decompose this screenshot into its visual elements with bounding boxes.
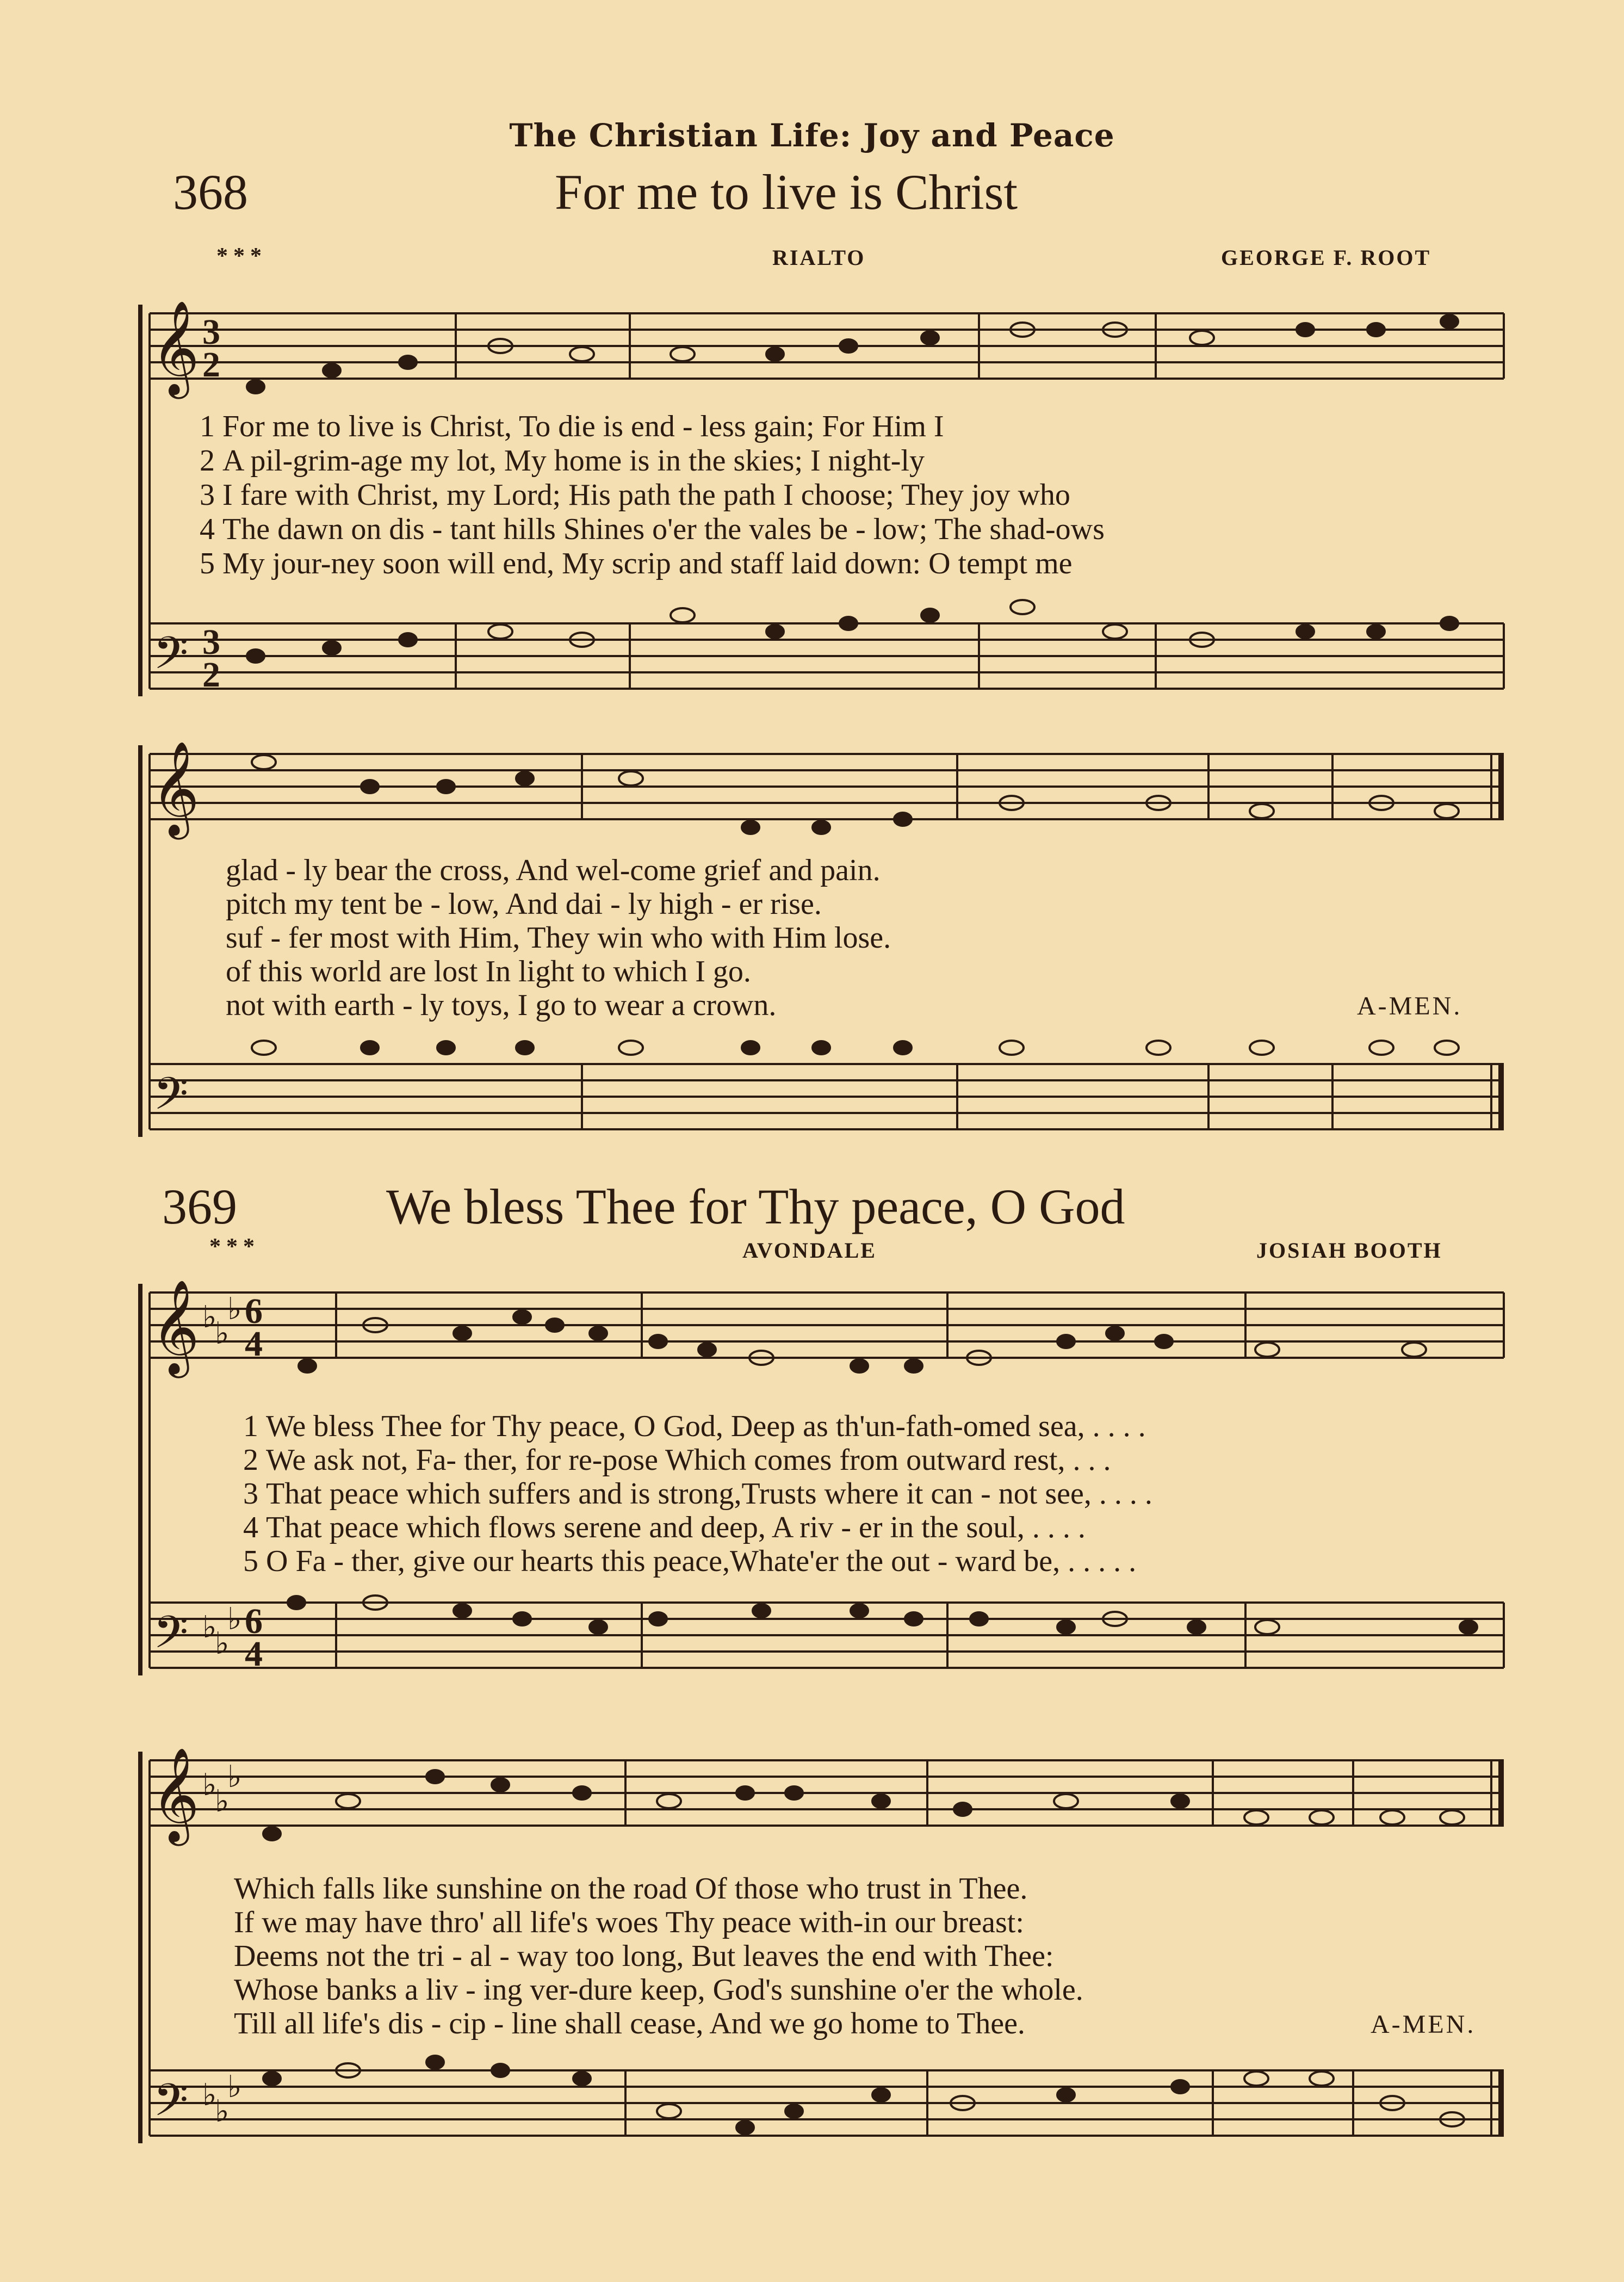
time-sig-bottom: 4: [245, 1324, 263, 1364]
hymn-number: 369: [162, 1179, 237, 1234]
flat-icon: ♭: [215, 1784, 230, 1819]
lyric-verse-5: Till all life's dis - cip - line shall cease, And we go home to Thee.: [234, 2007, 1025, 2040]
tune-name: AVONDALE: [742, 1238, 877, 1263]
lyric-verse-3: 3 I fare with Christ, my Lord; His path the path I choose; They joy who: [200, 478, 1070, 512]
flat-icon: ♭: [227, 1601, 242, 1637]
treble-staff: [150, 1292, 1504, 1358]
meter-marks: ***: [216, 244, 267, 269]
hymn-title: We bless Thee for Thy peace, O God: [386, 1179, 1125, 1234]
lyric-verse-5: 5 My jour-ney soon will end, My scrip and staff laid down: O tempt me: [200, 547, 1073, 580]
hymn-title: For me to live is Christ: [555, 164, 1018, 220]
lyric-verse-1: glad - ly bear the cross, And wel-come grief and pain.: [226, 854, 881, 887]
treble-clef-icon: 𝄞: [151, 1279, 200, 1374]
lyric-verse-1: Which falls like sunshine on the road Of those who trust in Thee.: [234, 1872, 1028, 1906]
treble-staff: [150, 1760, 1504, 1826]
lyric-verse-1: 1 For me to live is Christ, To die is end - less gain; For Him I: [200, 410, 944, 443]
treble-clef-icon: 𝄞: [151, 300, 200, 395]
lyric-verse-5: not with earth - ly toys, I go to wear a crown.: [226, 988, 777, 1022]
flat-icon: ♭: [227, 1291, 242, 1327]
hymn-number: 368: [173, 164, 248, 220]
composer-name: GEORGE F. ROOT: [1221, 245, 1431, 270]
flat-icon: ♭: [202, 1610, 217, 1645]
lyric-verse-3: Deems not the tri - al - way too long, But leaves the end with Thee:: [234, 1939, 1054, 1973]
section-title: The Christian Life: Joy and Peace: [509, 117, 1115, 154]
time-sig-bottom: 2: [202, 655, 220, 695]
lyric-verse-2: 2 We ask not, Fa- ther, for re-pose Which comes from outward rest, . . .: [243, 1443, 1111, 1477]
time-sig-bottom: 4: [245, 1634, 263, 1674]
lyric-verse-4: of this world are lost In light to which I go.: [226, 955, 751, 988]
lyric-verse-5: 5 O Fa - ther, give our hearts this peace,Whate'er the out - ward be, . . . . .: [243, 1544, 1137, 1578]
bass-clef-icon: 𝄢: [153, 1067, 189, 1131]
flat-icon: ♭: [215, 2094, 230, 2129]
time-sig-top: 6: [245, 1601, 263, 1641]
bass-clef-icon: 𝄢: [153, 2074, 189, 2137]
flat-icon: ♭: [227, 1759, 242, 1795]
lyric-verse-2: pitch my tent be - low, And dai - ly high - er rise.: [226, 887, 822, 921]
lyric-verse-4: 4 The dawn on dis - tant hills Shines o'er the vales be - low; The shad-ows: [200, 512, 1105, 546]
amen-label: A-MEN.: [1357, 992, 1462, 1021]
flat-icon: ♭: [202, 1767, 217, 1803]
flat-icon: ♭: [202, 2077, 217, 2113]
time-sig-bottom: 2: [202, 345, 220, 385]
lyric-verse-2: 2 A pil-grim-age my lot, My home is in the skies; I night-ly: [200, 444, 925, 478]
time-sig-top: 6: [245, 1291, 263, 1331]
time-sig-top: 3: [202, 312, 220, 352]
flat-icon: ♭: [215, 1316, 230, 1351]
meter-marks: ***: [209, 1234, 260, 1259]
bass-clef-icon: 𝄢: [153, 627, 189, 690]
lyric-verse-3: suf - fer most with Him, They win who with Him lose.: [226, 921, 891, 955]
bass-staff: [150, 1064, 1504, 1129]
flat-icon: ♭: [215, 1626, 230, 1661]
lyric-verse-1: 1 We bless Thee for Thy peace, O God, Deep as th'un-fath-omed sea, . . . .: [243, 1409, 1146, 1443]
treble-clef-icon: 𝄞: [151, 741, 200, 836]
bass-staff: [150, 2070, 1504, 2136]
amen-label: A-MEN.: [1371, 2010, 1476, 2039]
flat-icon: ♭: [202, 1300, 217, 1335]
lyric-verse-4: Whose banks a liv - ing ver-dure keep, God's sunshine o'er the whole.: [234, 1973, 1083, 2007]
bass-staff: [150, 1603, 1504, 1668]
treble-clef-icon: 𝄞: [151, 1747, 200, 1842]
flat-icon: ♭: [227, 2069, 242, 2105]
tune-name: RIALTO: [772, 245, 866, 270]
lyric-verse-3: 3 That peace which suffers and is strong,Trusts where it can - not see, . . . .: [243, 1477, 1152, 1511]
lyric-verse-2: If we may have thro' all life's woes Thy peace with-in our breast:: [234, 1906, 1024, 1939]
lyric-verse-4: 4 That peace which flows serene and deep, A riv - er in the soul, . . . .: [243, 1511, 1086, 1544]
composer-name: JOSIAH BOOTH: [1256, 1238, 1442, 1263]
bass-clef-icon: 𝄢: [153, 1606, 189, 1669]
treble-staff: [150, 754, 1504, 819]
time-sig-top: 3: [202, 622, 220, 662]
